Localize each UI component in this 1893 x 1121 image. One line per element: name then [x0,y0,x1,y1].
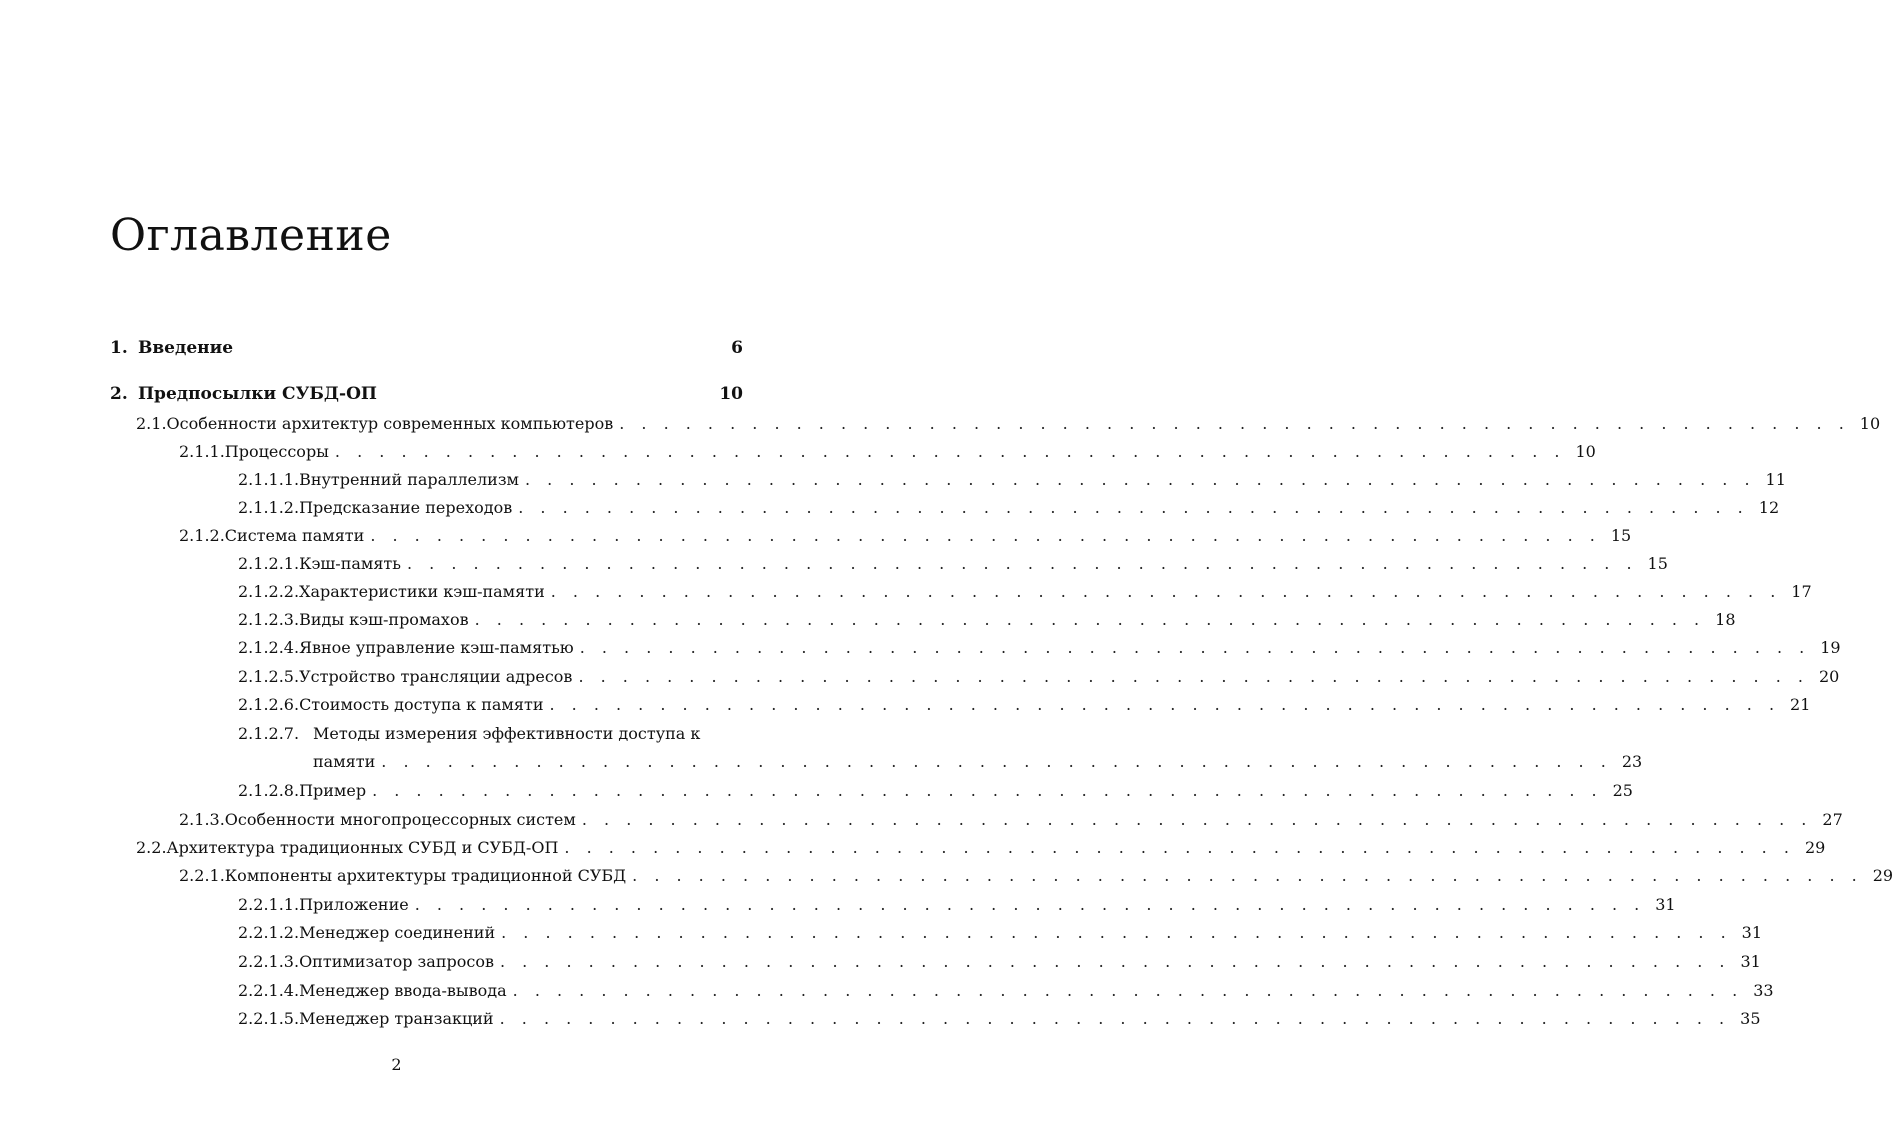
toc-entry-number: 2.1.1.1. [238,470,300,489]
toc-entry-title-continuation: памяти [313,752,376,771]
toc-leader-dots [469,610,1706,630]
toc-leader-dots [572,667,1809,687]
toc-leader-dots [626,866,1863,886]
toc-entry-title: Приложение [299,895,409,914]
toc-entry-subsubsection[interactable] [238,981,1774,1001]
toc-entry-title: Особенности многопроцессорных систем [224,810,576,829]
toc-entry-title: Архитектура традиционных СУБД и СУБД-ОП [166,838,559,857]
toc-entry-page: 20 [1818,667,1840,686]
toc-entry-title: Менеджер ввода-вывода [299,981,507,1000]
toc-entry-page: 35 [1740,1009,1761,1028]
page-number: 2 [391,1055,402,1074]
toc-entry-section[interactable] [136,838,1826,858]
toc-entry-page: 6 [731,338,743,358]
toc-entry-subsubsection[interactable] [238,1009,1761,1029]
toc-leader-dots [329,442,1566,462]
toc-entry-number: 2.1.2.3. [238,610,300,629]
toc-entry-number: 2.1.2.5. [238,667,300,686]
toc-entry-subsubsection[interactable] [238,952,1761,972]
toc-leader-dots [494,1009,1731,1029]
toc-entry-page: 17 [1791,582,1812,601]
toc-entry-page: 10 [1575,442,1596,461]
toc-entry-number: 2.1.2.4. [238,638,300,657]
toc-entry-title: Явное управление кэш-памятью [299,638,574,657]
toc-entry-subsection[interactable] [179,810,1843,830]
toc-entry-page: 31 [1740,952,1761,971]
toc-entry-subsection[interactable] [179,866,1893,886]
toc-entry-page: 25 [1612,781,1633,800]
toc-entry-page: 15 [1647,554,1668,573]
toc-entry-number: 2.2.1.1. [238,895,300,914]
toc-entry-chapter-2[interactable] [110,384,743,404]
toc-entry-page: 29 [1804,838,1826,857]
toc-leader-dots [613,414,1850,434]
toc-entry-number: 2.2.1.3. [238,952,300,971]
toc-entry-number: 2.2.1.5. [238,1009,300,1028]
toc-entry-title: Предсказание переходов [299,498,513,517]
toc-leader-dots [401,554,1638,574]
toc-entry-page: 10 [719,384,743,404]
toc-entry-subsubsection[interactable] [238,582,1812,602]
toc-entry-title: Виды кэш-промахов [299,610,469,629]
toc-leader-dots [366,781,1603,801]
toc-entry-page: 15 [1610,526,1632,545]
toc-entry-title: Менеджер соединений [299,923,496,942]
toc-entry-title: Оптимизатор запросов [299,952,494,971]
toc-entry-page: 21 [1790,695,1811,714]
toc-entry-number: 2.1.2. [179,526,225,545]
toc-leader-dots [545,582,1782,602]
toc-entry-subsubsection[interactable] [238,610,1736,630]
toc-entry-page: 27 [1822,810,1843,829]
toc-entry-number: 2.2.1.2. [238,923,300,942]
toc-entry-subsubsection[interactable] [238,695,1811,715]
toc-entry-title: Методы измерения эффективности доступа к [313,724,701,743]
toc-entry-subsubsection[interactable] [238,498,1780,518]
toc-entry-continuation[interactable] [313,752,1643,772]
toc-entry-number: 2.2. [136,838,167,857]
toc-entry-number: 2.1.2.7. [238,724,300,743]
toc-entry-number: 2.1.2.2. [238,582,300,601]
toc-entry-title: Введение [138,338,234,358]
toc-entry-page: 11 [1765,470,1786,489]
toc-leader-dots [543,695,1780,715]
toc-entry-page: 31 [1655,895,1676,914]
toc-entry-title: Пример [299,781,367,800]
toc-entry-subsubsection[interactable] [238,470,1786,490]
toc-leader-dots [364,526,1601,546]
toc-entry-number: 2.1.1. [179,442,225,461]
toc-entry-title: Кэш-память [299,554,401,573]
toc-entry-page: 29 [1872,866,1893,885]
toc-entry-number: 2.1.2.8. [238,781,300,800]
toc-entry-subsubsection[interactable] [238,638,1841,658]
toc-leader-dots [495,923,1732,943]
toc-entry-number: 2.1.3. [179,810,225,829]
toc-leader-dots [409,895,1646,915]
toc-leader-dots [558,838,1795,858]
toc-entry-number: 2.2.1.4. [238,981,300,1000]
toc-entry-subsubsection[interactable] [238,895,1676,915]
toc-entry-title: Предпосылки СУБД-ОП [138,384,377,404]
toc-entry-number: 2.1. [136,414,167,433]
toc-entry-number: 2.1.2.6. [238,695,300,714]
toc-leader-dots [574,638,1811,658]
toc-entry-number: 2.1.2.1. [238,554,300,573]
toc-leader-dots [576,810,1813,830]
toc-entry-page: 33 [1753,981,1774,1000]
toc-entry-page: 23 [1621,752,1643,771]
toc-entry-number: 1. [110,338,128,358]
toc-entry-number: 2. [110,384,128,404]
toc-entry-subsubsection[interactable] [238,724,743,744]
toc-leader-dots [507,981,1744,1001]
toc-entry-subsection[interactable] [179,442,1596,462]
toc-entry-title: Характеристики кэш-памяти [299,582,545,601]
toc-entry-title: Стоимость доступа к памяти [299,695,544,714]
toc-entry-subsubsection[interactable] [238,781,1633,801]
toc-leader-dots [519,470,1756,490]
toc-leader-dots [375,752,1612,772]
toc-entry-page: 10 [1859,414,1881,433]
toc-entry-number: 2.2.1. [179,866,225,885]
toc-entry-title: Менеджер транзакций [299,1009,494,1028]
toc-entry-title: Компоненты архитектуры традиционной СУБД [224,866,627,885]
toc-entry-page: 12 [1758,498,1780,517]
page-title: Оглавление [110,210,392,261]
toc-entry-subsubsection[interactable] [238,667,1840,687]
toc-entry-title: Процессоры [224,442,329,461]
toc-entry-subsubsection[interactable] [238,554,1668,574]
toc-entry-title: Устройство трансляции адресов [299,667,573,686]
toc-entry-number: 2.1.1.2. [238,498,300,517]
toc-entry-subsection[interactable] [179,526,1632,546]
toc-leader-dots [494,952,1731,972]
toc-entry-title: Внутренний параллелизм [299,470,519,489]
toc-entry-section[interactable] [136,414,1881,434]
toc-entry-chapter-1[interactable] [110,338,743,358]
toc-entry-page: 19 [1820,638,1841,657]
toc-entry-page: 18 [1715,610,1736,629]
toc-entry-title: Особенности архитектур современных компьютеров [166,414,614,433]
toc-entry-title: Система памяти [224,526,365,545]
toc-entry-page: 31 [1741,923,1763,942]
toc-entry-subsubsection[interactable] [238,923,1763,943]
toc-leader-dots [512,498,1749,518]
